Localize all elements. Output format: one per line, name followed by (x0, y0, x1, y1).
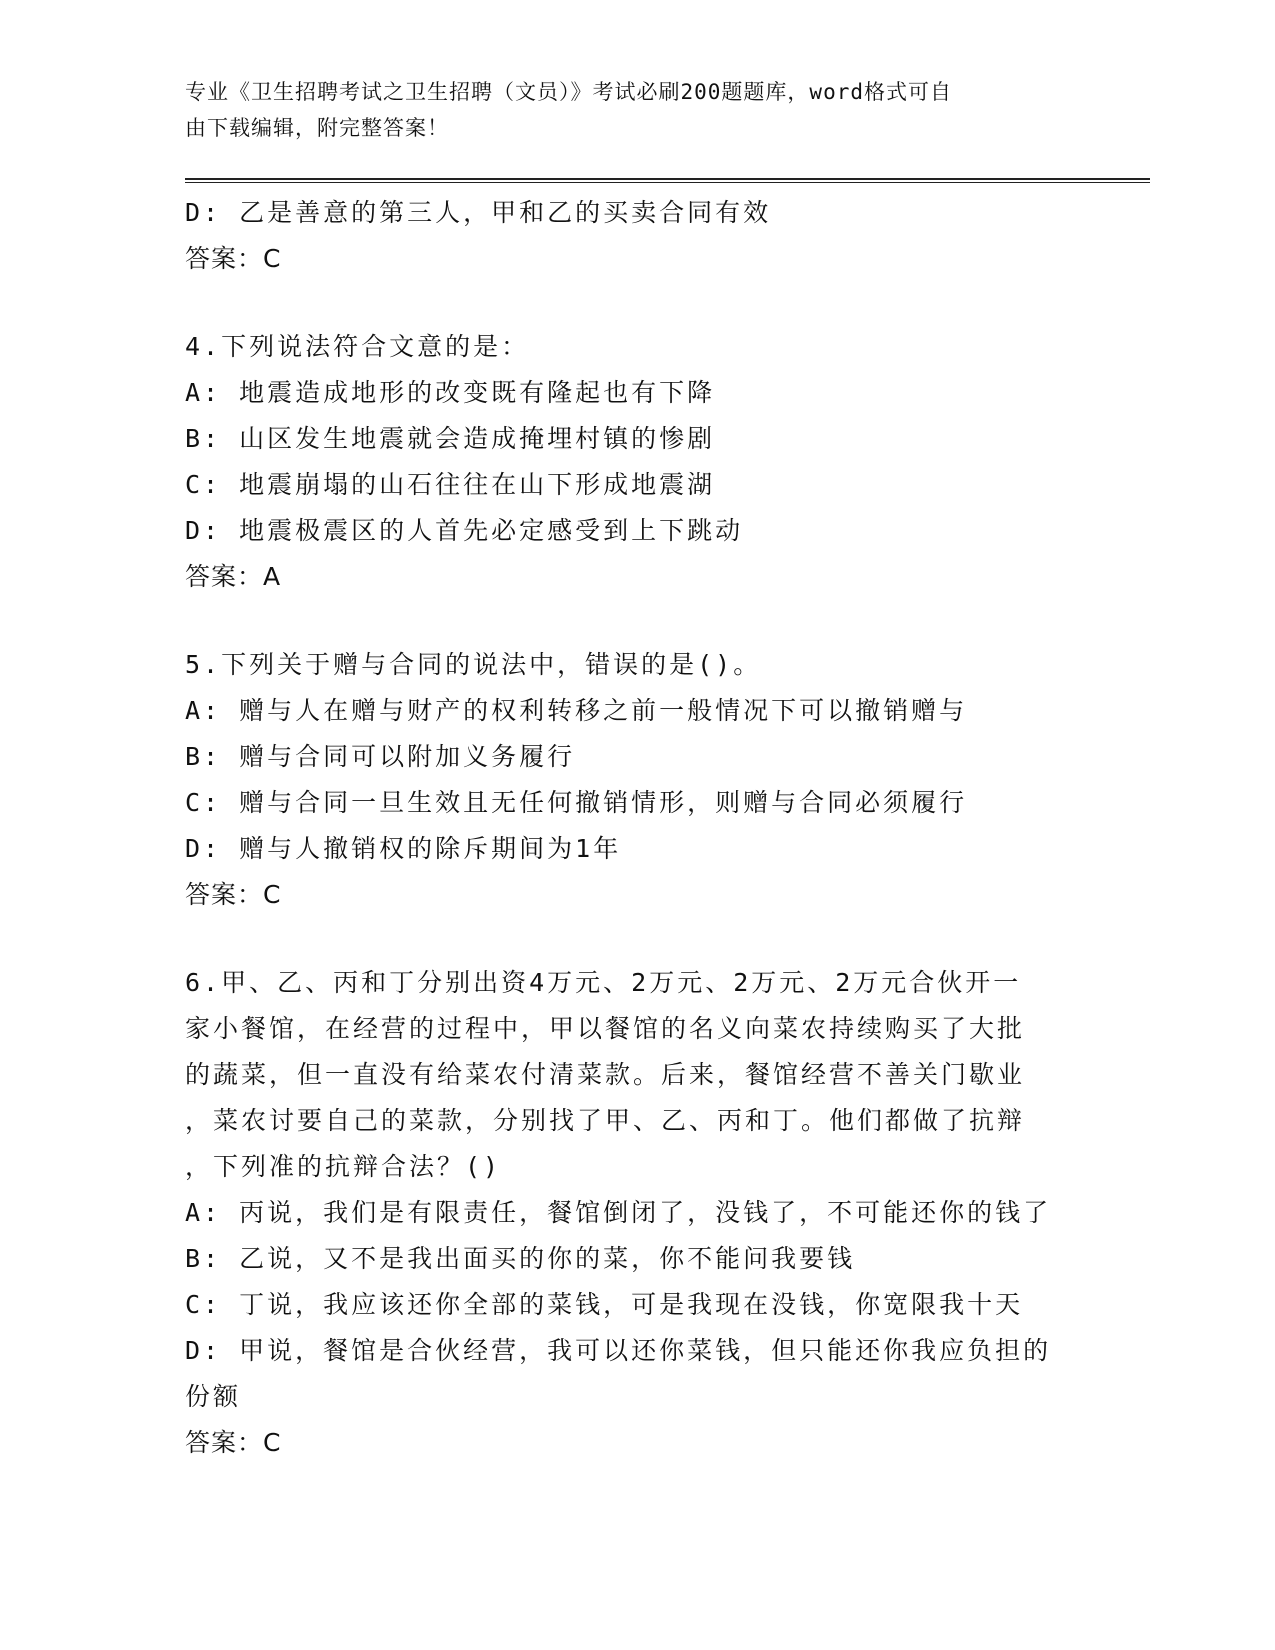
question-stem-line: 的蔬菜，但一直没有给菜农付清菜款。后来，餐馆经营不善关门歇业 (185, 1060, 1026, 1089)
option-c: C: 地震崩塌的山石往往在山下形成地震湖 (185, 470, 716, 499)
option-a: A: 赠与人在赠与财产的权利转移之前一般情况下可以撤销赠与 (185, 696, 968, 725)
option-c: C: 赠与合同一旦生效且无任何撤销情形，则赠与合同必须履行 (185, 788, 968, 817)
option-d: D: 乙是善意的第三人，甲和乙的买卖合同有效 (185, 198, 772, 227)
option-d-continued: 份额 (185, 1382, 242, 1411)
option-a: A: 地震造成地形的改变既有隆起也有下降 (185, 378, 716, 407)
question-stem-line: 6.甲、乙、丙和丁分别出资4万元、2万元、2万元、2万元合伙开一 (185, 968, 1022, 997)
option-b: B: 赠与合同可以附加义务履行 (185, 742, 576, 771)
header-line-2: 由下载编辑，附完整答案！ (185, 116, 449, 140)
answer-line: 答案：C (185, 880, 282, 909)
option-d: D: 甲说，餐馆是合伙经营，我可以还你菜钱，但只能还你我应负担的 (185, 1336, 1052, 1365)
option-d: D: 地震极震区的人首先必定感受到上下跳动 (185, 516, 744, 545)
answer-line: 答案：C (185, 1428, 282, 1457)
question-stem: 4.下列说法符合文意的是： (185, 332, 530, 361)
question-block-5 (185, 642, 1075, 918)
header-divider-thick (185, 178, 1150, 180)
header-divider-thin (185, 182, 1150, 183)
answer-line: 答案：C (185, 244, 282, 273)
option-c: C: 丁说，我应该还你全部的菜钱，可是我现在没钱，你宽限我十天 (185, 1290, 1024, 1319)
question-stem-line: ，菜农讨要自己的菜款，分别找了甲、乙、丙和丁。他们都做了抗辩 (185, 1106, 1026, 1135)
question-block-4 (185, 324, 1075, 600)
document-header (185, 74, 1085, 146)
answer-line: 答案：A (185, 562, 282, 591)
question-stem-line: ，下列准的抗辩合法？() (185, 1152, 502, 1181)
question-block-6 (185, 960, 1075, 1466)
question-stem: 5.下列关于赠与合同的说法中，错误的是()。 (185, 650, 762, 679)
option-b: B: 乙说，又不是我出面买的你的菜，你不能问我要钱 (185, 1244, 856, 1273)
question-content (185, 190, 1075, 1466)
question-block-previous (185, 190, 1075, 282)
option-a: A: 丙说，我们是有限责任，餐馆倒闭了，没钱了，不可能还你的钱了 (185, 1198, 1052, 1227)
question-stem-line: 家小餐馆，在经营的过程中，甲以餐馆的名义向菜农持续购买了大批 (185, 1014, 1026, 1043)
option-b: B: 山区发生地震就会造成掩埋村镇的惨剧 (185, 424, 716, 453)
header-line-1: 专业《卫生招聘考试之卫生招聘（文员）》考试必刷200题题库，word格式可自 (185, 80, 952, 104)
option-d: D: 赠与人撤销权的除斥期间为1年 (185, 834, 622, 863)
